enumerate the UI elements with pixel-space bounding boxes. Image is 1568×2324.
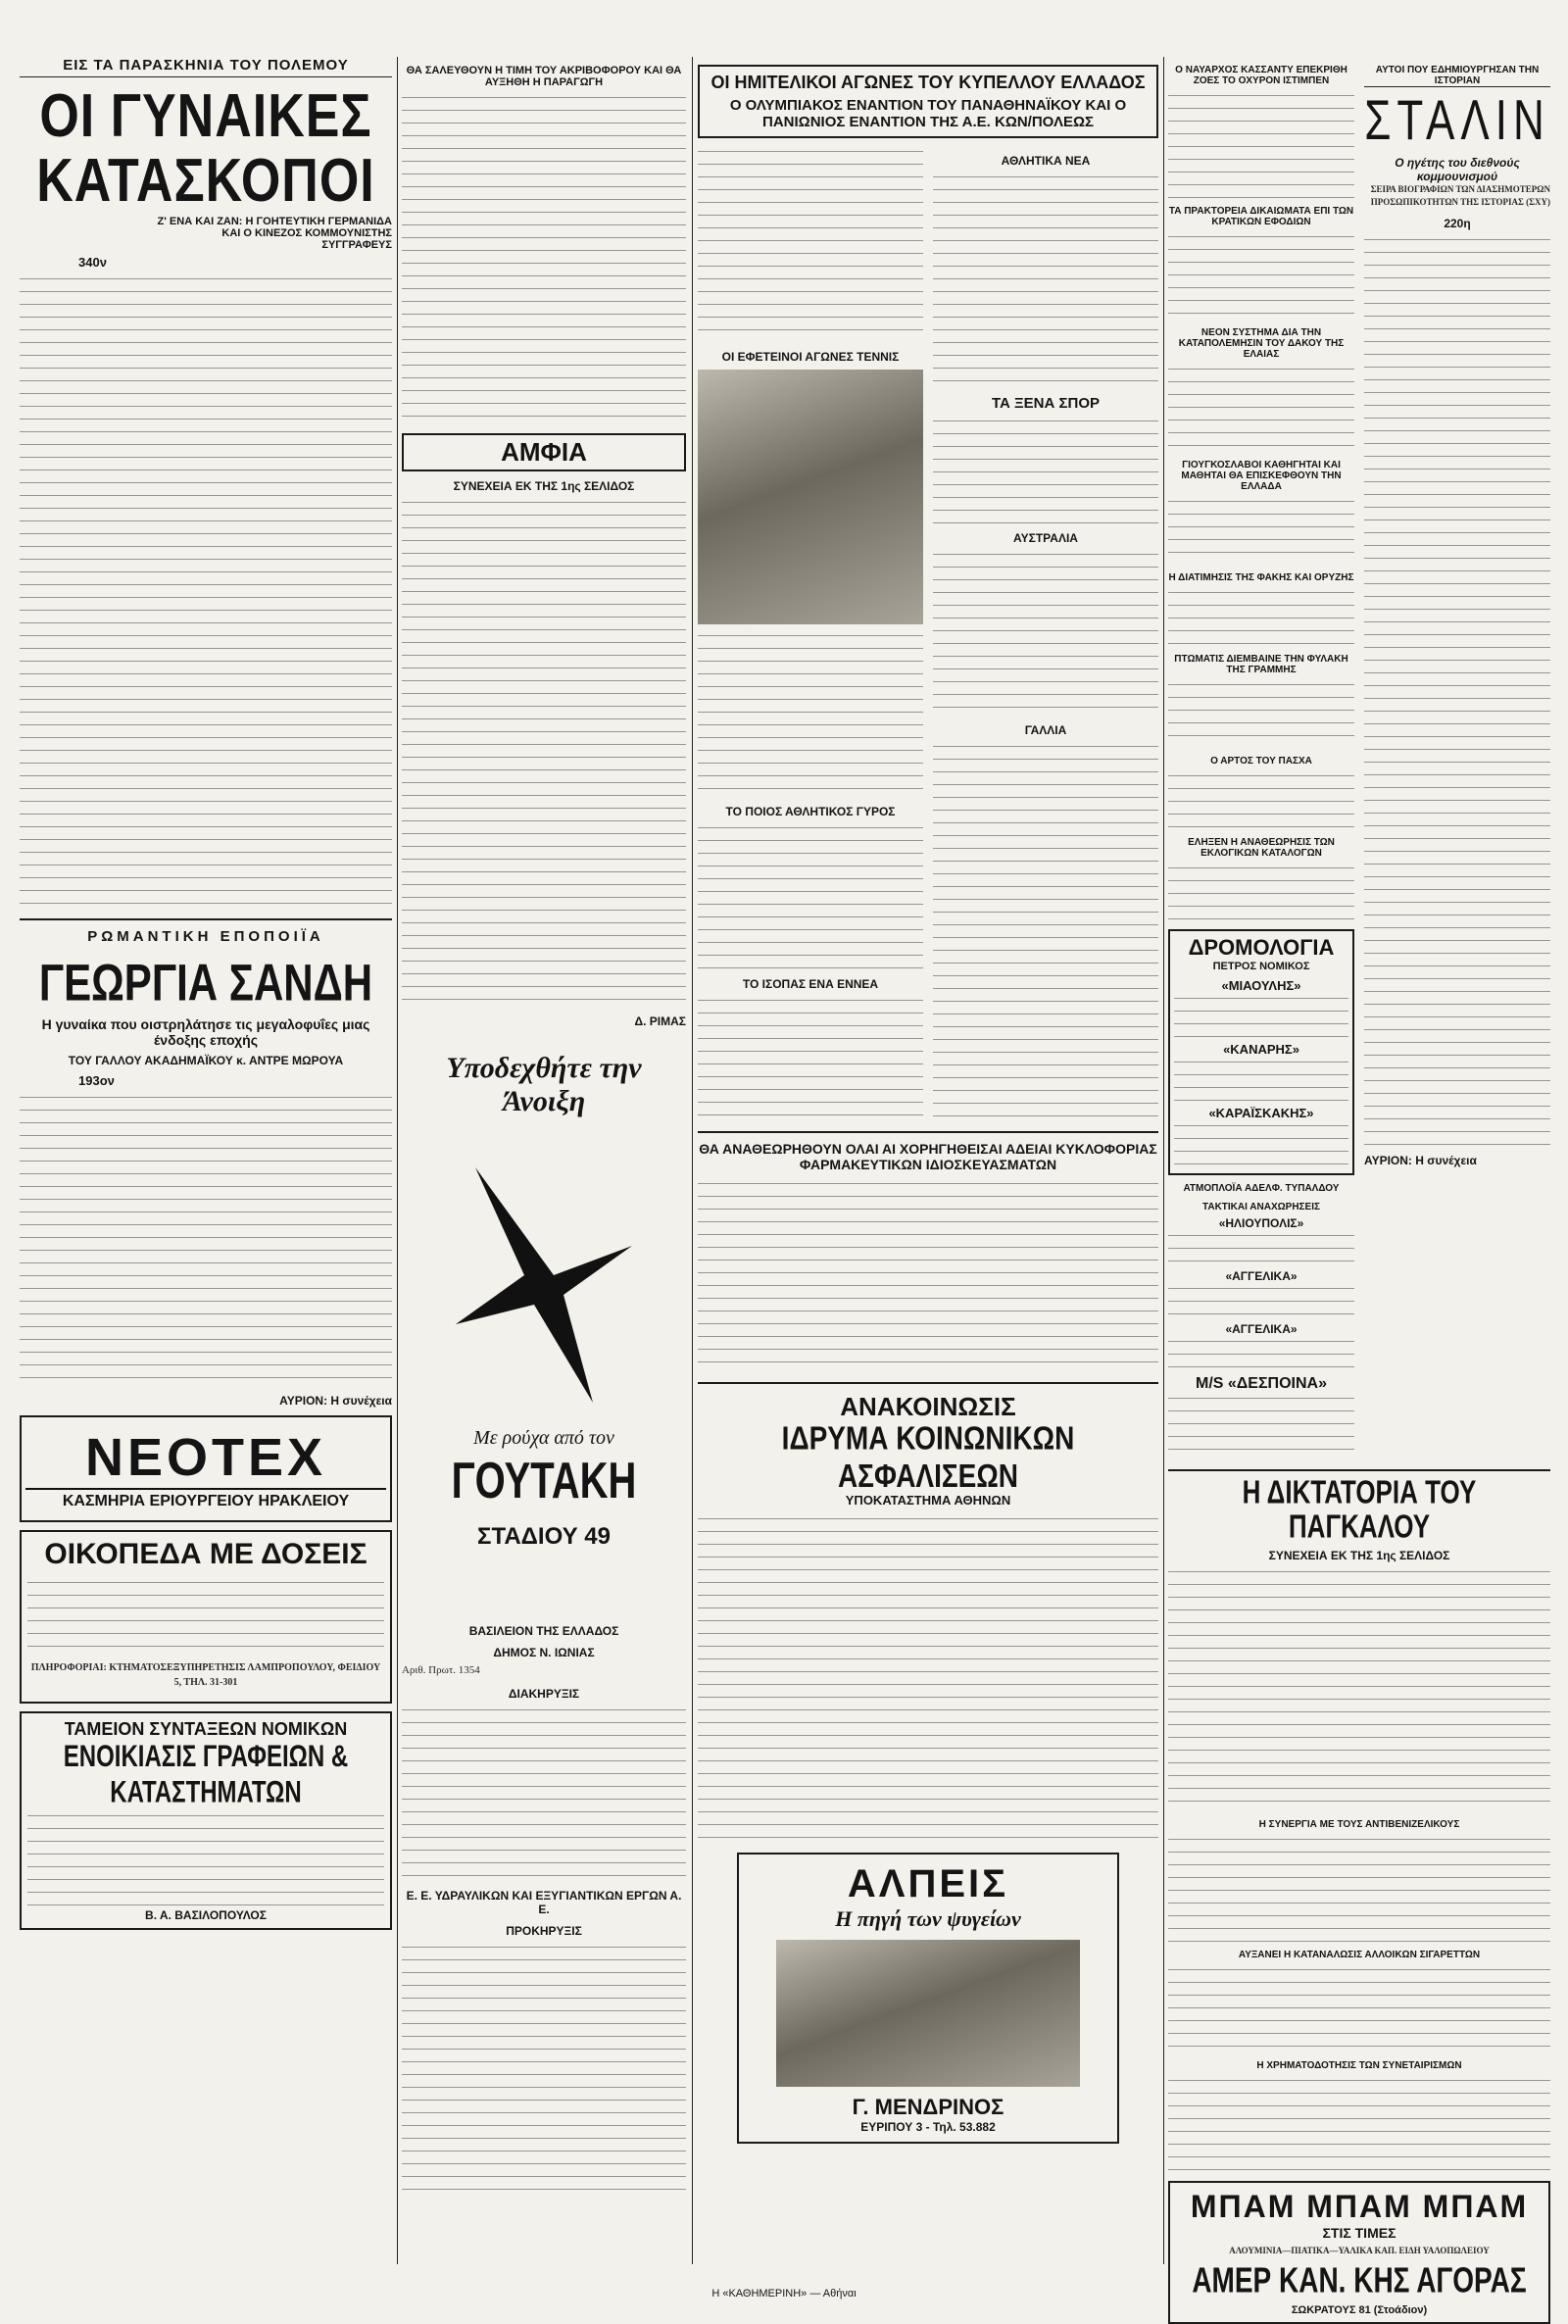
column-rule bbox=[1163, 57, 1164, 2264]
sports-right bbox=[933, 146, 1158, 1123]
column-middle-right bbox=[698, 57, 1158, 2264]
divider bbox=[20, 918, 392, 920]
amfia-box bbox=[402, 433, 686, 471]
right-top bbox=[1168, 57, 1550, 1461]
serial-subhead: Η γυναίκα που οιστρηλάτησε τις μεγαλοφυΐες μιας ένδοξης εποχής bbox=[41, 1016, 370, 1049]
goutakis-slogan: Υποδεχθήτε την Άνοιξη bbox=[446, 1052, 642, 1117]
wheat-headline: ΘΑ ΣΑΛΕΥΘΟΥΝ Η ΤΙΜΗ ΤΟΥ ΑΚΡΙΒΟΦΟΡΟΥ ΚΑΙ ΘΑ ΑΥΞΗΘΗ Η ΠΑΡΑΓΩΓΗ bbox=[406, 65, 682, 88]
france-head: ΓΑΛΛΙΑ bbox=[1024, 723, 1067, 737]
spies-article-text bbox=[20, 273, 392, 911]
divider bbox=[698, 1131, 1158, 1133]
news-text-6 bbox=[1168, 679, 1354, 748]
news-head-3: ΝΕΟΝ ΣΥΣΤΗΜΑ ΔΙΑ ΤΗΝ ΚΑΤΑΠΟΛΕΜΗΣΙΝ ΤΟΥ ΔΑΚΟΥ ΤΗΣ ΕΛΑΙΑΣ bbox=[1178, 327, 1345, 360]
ship2-3-text bbox=[1168, 1336, 1354, 1375]
news-head-1: Ο ΝΑΥΑΡΧΟΣ ΚΑΣΣΑΝΤΥ ΕΠΕΚΡΙΘΗ ΖΟΕΣ ΤΟ ΟΧΥΡΟΝ ΙΣΤΙΜΠΕΝ bbox=[1175, 65, 1348, 86]
routes-box bbox=[1168, 929, 1354, 1175]
neotex-ad bbox=[20, 1415, 392, 1522]
fund-title: ΕΝΟΙΚΙΑΣΙΣ ΓΡΑΦΕΙΩΝ & ΚΑΤΑΣΤΗΜΑΤΩΝ bbox=[63, 1739, 349, 1810]
war-kicker: ΕΙΣ ΤΑ ΠΑΡΑΣΚΗΝΙΑ ΤΟΥ ΠΟΛΕΜΟΥ bbox=[20, 57, 392, 77]
announcement-sub: ΥΠΟΚΑΤΑΣΤΗΜΑ ΑΘΗΝΩΝ bbox=[845, 1493, 1011, 1508]
ship2-1: «ΗΛΙΟΥΠΟΛΙΣ» bbox=[1218, 1216, 1304, 1230]
wheat-text bbox=[402, 92, 686, 425]
serial-headline: ΓΕΩΡΓΙΑ ΣΑΝΔΗ bbox=[38, 954, 373, 1012]
notice-state: ΒΑΣΙΛΕΙΟΝ ΤΗΣ ΕΛΛΑΔΟΣ bbox=[468, 1624, 619, 1638]
news-head-8: ΕΛΗΞΕΝ Η ΑΝΑΘΕΩΡΗΣΙΣ ΤΩΝ ΕΚΛΟΓΙΚΩΝ ΚΑΤΑΛΟΓΩΝ bbox=[1188, 837, 1335, 859]
foreign-text bbox=[933, 416, 1158, 523]
stalin-headline: ΣΤΑΛΙΝ bbox=[1364, 89, 1550, 153]
cup-subhead: Ο ΟΛΥΜΠΙΑΚΟΣ ΕΝΑΝΤΙΟΝ ΤΟΥ ΠΑΝΑΘΗΝΑΪΚΟΥ ΚΑΙ Ο ΠΑΝΙΩΝΙΟΣ ΕΝΑΝΤΙΟΝ ΤΗΣ Α.Ε. ΚΩΝ/ΠΟΛΕΩΣ bbox=[729, 97, 1127, 130]
ship-2: «ΚΑΝΑΡΗΣ» bbox=[1223, 1042, 1299, 1057]
ship2-1-text bbox=[1168, 1230, 1354, 1269]
dictatorship-headline: Η ΔΙΚΤΑΤΟΡΙΑ ΤΟΥ ΠΑΓΚΑΛΟΥ bbox=[1242, 1472, 1477, 1546]
lawyers-fund-ad bbox=[20, 1711, 392, 1930]
ship-1-text bbox=[1174, 993, 1348, 1042]
routes2-title: ΑΤΜΟΠΛΟΪΑ ΑΔΕΛΦ. ΤΥΠΑΛΔΟΥ bbox=[1183, 1183, 1340, 1194]
right-news-col bbox=[1168, 57, 1354, 1461]
news-text-4 bbox=[1168, 496, 1354, 565]
news-head-7: Ο ΑΡΤΟΣ ΤΟΥ ΠΑΣΧΑ bbox=[1210, 756, 1312, 766]
ship2-3: «ΑΓΓΕΛΙΚΑ» bbox=[1225, 1322, 1298, 1336]
stalin-text bbox=[1364, 234, 1550, 1146]
notice2-text bbox=[402, 1942, 686, 2197]
routes-title: ΔΡΟΜΟΛΟΓΙΑ bbox=[1188, 935, 1335, 960]
serial-kicker: ΡΩΜΑΝΤΙΚΗ ΕΠΟΠΟΙΪΑ bbox=[87, 928, 324, 946]
alpeis-brand: ΑΛΠΕΙΣ bbox=[847, 1862, 1009, 1905]
alpeis-dealer: Γ. ΜΕΝΔΡΙΝΟΣ bbox=[852, 2095, 1004, 2119]
amfia-signature: Δ. ΡΙΜΑΣ bbox=[634, 1014, 686, 1028]
amfia-subhead: ΣΥΝΕΧΕΙΑ ΕΚ ΤΗΣ 1ης ΣΕΛΙΔΟΣ bbox=[453, 479, 635, 493]
news-text-2 bbox=[1168, 231, 1354, 320]
column-rule bbox=[397, 57, 398, 2264]
column-left bbox=[20, 57, 392, 2264]
serial-byline: ΤΟΥ ΓΑΛΛΟΥ ΑΚΑΔΗΜΑΪΚΟΥ κ. ΑΝΤΡΕ ΜΩΡΟΥΑ bbox=[68, 1054, 344, 1068]
announcement-text bbox=[698, 1513, 1158, 1847]
dictatorship-subhead: ΣΥΝΕΧΕΙΑ ΕΚ ΤΗΣ 1ης ΣΕΛΙΔΟΣ bbox=[1268, 1548, 1450, 1562]
athletics-text bbox=[933, 172, 1158, 387]
news-head-4: ΓΙΟΥΓΚΟΣΛΑΒΟΙ ΚΑΘΗΓΗΤΑΙ ΚΑΙ ΜΑΘΗΤΑΙ ΘΑ ΕΠΙΣΚΕΦΘΟΥΝ ΤΗΝ ΕΛΛΑΔΑ bbox=[1181, 460, 1342, 492]
news-head-5: Η ΔΙΑΤΙΜΗΣΙΣ ΤΗΣ ΦΑΚΗΣ ΚΑΙ ΟΡΥΖΗΣ bbox=[1168, 572, 1354, 583]
spies-subhead: Ζ' ΕΝΑ ΚΑΙ ΖΑΝ: Η ΓΟΗΤΕΥΤΙΚΗ ΓΕΡΜΑΝΙΔΑ ΚΑΙ Ο ΚΙΝΕΖΟΣ ΚΟΜΜΟΥΝΙΣΤΗΣ ΣΥΓΓΡΑΦΕΥΣ bbox=[157, 216, 392, 252]
tennis-head: ΟΙ ΕΦΕΤΕΙΝΟΙ ΑΓΩΝΕΣ ΤΕΝΝΙΣ bbox=[721, 350, 900, 364]
cigarettes-text bbox=[1168, 1964, 1550, 2052]
foreign-sports-head: ΤΑ ΞΕΝΑ ΣΠΟΡ bbox=[991, 395, 1101, 412]
australia-head: ΑΥΣΤΡΑΛΙΑ bbox=[1013, 531, 1078, 545]
stalin-issue: 220η bbox=[1444, 217, 1471, 231]
plots-ad bbox=[20, 1530, 392, 1704]
bam-items: ΑΛΟΥΜΙΝΙΑ—ΠΙΑΤΙΚΑ—ΥΑΛΙΚΑ ΚΑΠ. ΕΙΔΗ ΥΑΛΟΠΩΛΕΙΟΥ bbox=[1229, 2245, 1490, 2255]
plots-contact: ΠΛΗΡΟΦΟΡΙΑΙ: ΚΤΗΜΑΤΟΣΕΞΥΠΗΡΕΤΗΣΙΣ ΛΑΜΠΡΟΠΟΥΛΟΥ, ΦΕΙΔΙΟΥ 5, ΤΗΛ. 31-301 bbox=[30, 1662, 381, 1688]
stalin-kicker: ΑΥΤΟΙ ΠΟΥ ΕΔΗΜΙΟΥΡΓΗΣΑΝ ΤΗΝ ΙΣΤΟΡΙΑΝ bbox=[1364, 65, 1550, 87]
news-head-2: ΤΑ ΠΡΑΚΤΟΡΕΙΑ ΔΙΚΑΙΩΜΑΤΑ ΕΠΙ ΤΩΝ ΚΡΑΤΙΚΩΝ ΕΦΟΔΙΩΝ bbox=[1168, 206, 1354, 227]
sports-columns bbox=[698, 146, 1158, 1123]
ship-despoina: Μ/S «ΔΕΣΠΟΙΝΑ» bbox=[1195, 1375, 1327, 1392]
bam-address: ΣΩΚΡΑΤΟΥΣ 81 (Στοάδιον) bbox=[1291, 2303, 1428, 2316]
notice-ref: Αριθ. Πρωτ. 1354 bbox=[402, 1664, 480, 1676]
notice2-title: ΠΡΟΚΗΡΥΞΙΣ bbox=[506, 1923, 582, 1938]
amfia-text bbox=[402, 497, 686, 1007]
ship-3-text bbox=[1174, 1120, 1348, 1169]
serial-text bbox=[20, 1092, 392, 1386]
divider bbox=[698, 1382, 1158, 1384]
cup-head-box bbox=[698, 65, 1158, 138]
page-footer: Η «ΚΑΘΗΜΕΡΙΝΗ» — Αθήναι bbox=[711, 2288, 857, 2299]
spies-headline: ΟΙ ΓΥΝΑΙΚΕΣ ΚΑΤΑΣΚΟΠΟΙ bbox=[36, 81, 375, 215]
tennis-text bbox=[698, 630, 923, 797]
finance-text bbox=[1168, 2075, 1550, 2173]
stalin-col bbox=[1364, 57, 1550, 1461]
column-rule bbox=[692, 57, 693, 2264]
bam-brand: ΑΜΕΡ ΚΑΝ. ΚΗΣ ΑΓΟΡΑΣ bbox=[1192, 2259, 1527, 2300]
stalin-continues: ΑΥΡΙΟΝ: Η συνέχεια bbox=[1364, 1154, 1477, 1168]
notice-title: ΔΙΑΚΗΡΥΞΙΣ bbox=[508, 1686, 580, 1701]
plots-text bbox=[27, 1577, 384, 1656]
ship-2-text bbox=[1174, 1057, 1348, 1106]
bam-ad bbox=[1168, 2181, 1550, 2324]
goutakis-mid: Με ρούχα από τον bbox=[473, 1427, 614, 1449]
alpeis-slogan: Η πηγή των ψυγείων bbox=[835, 1906, 1021, 1931]
news-head-6: ΠΤΩΜΑΤΙΣ ΔΙΕΜΒΑΙΝΕ ΤΗΝ ΦΥΛΑΚΗ ΤΗΣ ΓΡΑΜΜΗΣ bbox=[1174, 654, 1348, 675]
swallow-illustration bbox=[436, 1128, 652, 1422]
news-text-7 bbox=[1168, 770, 1354, 829]
ship-1: «ΜΙΑΟΥΛΗΣ» bbox=[1221, 978, 1301, 993]
news-text-5 bbox=[1168, 587, 1354, 646]
notice-municipality: ΔΗΜΟΣ Ν. ΙΩΝΙΑΣ bbox=[493, 1646, 595, 1659]
goutakis-brand: ΓΟΥΤΑΚΗ bbox=[451, 1453, 637, 1509]
fridge-illustration bbox=[776, 1940, 1080, 2087]
ship2-2: «ΑΓΓΕΛΙΚΑ» bbox=[1225, 1269, 1298, 1283]
column-middle-left bbox=[402, 57, 686, 2264]
synergy-text bbox=[1168, 1834, 1550, 1942]
cigarettes-head: ΑΥΞΑΝΕΙ Η ΚΑΤΑΝΑΛΩΣΙΣ ΑΛΛΟΙΚΩΝ ΣΙΓΑΡΕΤΤΩΝ bbox=[1238, 1949, 1481, 1960]
news-text-8 bbox=[1168, 863, 1354, 921]
news-text-1 bbox=[1168, 90, 1354, 198]
serial-issue: 193ον bbox=[78, 1073, 115, 1089]
dictatorship-text bbox=[1168, 1566, 1550, 1811]
cup-text bbox=[698, 146, 923, 342]
cup-headline: ΟΙ ΗΜΙΤΕΛΙΚΟΙ ΑΓΩΝΕΣ ΤΟΥ ΚΥΠΕΛΛΟΥ ΕΛΛΑΔΟΣ bbox=[710, 73, 1146, 92]
alpeis-ad bbox=[737, 1853, 1119, 2144]
australia-text bbox=[933, 549, 1158, 716]
ship2-2-text bbox=[1168, 1283, 1354, 1322]
france-text bbox=[933, 741, 1158, 1123]
notice2-company: Ε. Ε. ΥΔΡΑΥΛΙΚΩΝ ΚΑΙ ΕΞΥΓΙΑΝΤΙΚΩΝ ΕΡΓΩΝ Α. Ε. bbox=[406, 1888, 682, 1916]
routes2-sub: ΤΑΚΤΙΚΑΙ ΑΝΑΧΩΡΗΣΕΙΣ bbox=[1201, 1202, 1321, 1212]
routes-company: ΠΕΤΡΟΣ ΝΟΜΙΚΟΣ bbox=[1212, 961, 1310, 972]
pharmacy-headline: ΘΑ ΑΝΑΘΕΩΡΗΘΟΥΝ ΟΛΑΙ ΑΙ ΧΟΡΗΓΗΘΕΙΣΑΙ ΑΔΕΙΑΙ ΚΥΚΛΟΦΟΡΙΑΣ ΦΑΡΜΑΚΕΥΤΙΚΩΝ ΙΔΙΟΣΚΕΥΑΣΜΑΤΩΝ bbox=[699, 1141, 1157, 1172]
news-text-3 bbox=[1168, 364, 1354, 452]
bam-sub: ΣΤΙΣ ΤΙΜΕΣ bbox=[1322, 2224, 1396, 2241]
goutakis-address: ΣΤΑΔΙΟΥ 49 bbox=[477, 1523, 611, 1550]
despoina-text bbox=[1168, 1393, 1354, 1461]
column-right bbox=[1168, 57, 1550, 2316]
neotex-sub: ΚΑΣΜΗΡΙΑ ΕΡΙΟΥΡΓΕΙΟΥ ΗΡΑΚΛΕΙΟΥ bbox=[25, 1488, 386, 1510]
fund-text bbox=[27, 1810, 384, 1908]
pitch-head: ΤΟ ΠΟΙΟΣ ΑΘΛΗΤΙΚΟΣ ΓΥΡΟΣ bbox=[725, 805, 896, 818]
pharmacy-text bbox=[698, 1178, 1158, 1374]
synergy-head: Η ΣΥΝΕΡΓΙΑ ΜΕ ΤΟΥΣ ΑΝΤΙΒΕΝΙΖΕΛΙΚΟΥΣ bbox=[1258, 1818, 1460, 1830]
stalin-series: ΣΕΙΡΑ ΒΙΟΓΡΑΦΙΩΝ ΤΩΝ ΔΙΑΣΗΜΟΤΕΡΩΝ ΠΡΟΣΩΠΙΚΟΤΗΤΩΝ ΤΗΣ ΙΣΤΟΡΙΑΣ (ΣΧΥ) bbox=[1370, 184, 1550, 208]
announcement-title: ΑΝΑΚΟΙΝΩΣΙΣ bbox=[840, 1392, 1016, 1421]
athletics-head: ΑΘΛΗΤΙΚΑ ΝΕΑ bbox=[1001, 154, 1091, 168]
boxing-head: ΤΟ ΙΣΟΠΑΣ ΕΝΑ ΕΝΝΕΑ bbox=[742, 977, 879, 991]
stalin-subhead: Ο ηγέτης του διεθνούς κομμουνισμού bbox=[1395, 156, 1520, 183]
divider bbox=[1168, 1469, 1550, 1471]
fund-name: ΤΑΜΕΙΟΝ ΣΥΝΤΑΞΕΩΝ ΝΟΜΙΚΩΝ bbox=[64, 1719, 348, 1740]
serial-continues: ΑΥΡΙΟΝ: Η συνέχεια bbox=[279, 1394, 392, 1409]
bam-title: ΜΠΑΜ ΜΠΑΜ ΜΠΑΜ bbox=[1190, 2188, 1529, 2224]
sports-left bbox=[698, 146, 923, 1123]
announcement-org: ΙΔΡΥΜΑ ΚΟΙΝΩΝΙΚΩΝ ΑΣΦΑΛΙΣΕΩΝ bbox=[781, 1419, 1075, 1495]
amfia-title: ΑΜΦΙΑ bbox=[501, 437, 587, 467]
fund-signature: Β. Α. ΒΑΣΙΛΟΠΟΥΛΟΣ bbox=[145, 1908, 267, 1923]
neotex-brand: ΝΕΟΤΕΧ bbox=[84, 1428, 327, 1488]
notice-text bbox=[402, 1705, 686, 1881]
boxing-text bbox=[698, 995, 923, 1122]
ship-3: «ΚΑΡΑΪΣΚΑΚΗΣ» bbox=[1208, 1106, 1314, 1120]
spies-issue: 340ν bbox=[78, 255, 107, 271]
plots-title: ΟΙΚΟΠΕΔΑ ΜΕ ΔΟΣΕΙΣ bbox=[44, 1538, 368, 1571]
alpeis-address: ΕΥΡΙΠΟΥ 3 - Τηλ. 53.882 bbox=[860, 2120, 996, 2134]
tennis-photo bbox=[698, 370, 923, 624]
pitch-text bbox=[698, 822, 923, 969]
finance-head: Η ΧΡΗΜΑΤΟΔΟΤΗΣΙΣ ΤΩΝ ΣΥΝΕΤΑΙΡΙΣΜΩΝ bbox=[1256, 2059, 1462, 2071]
goutakis-ad bbox=[402, 1036, 686, 1616]
